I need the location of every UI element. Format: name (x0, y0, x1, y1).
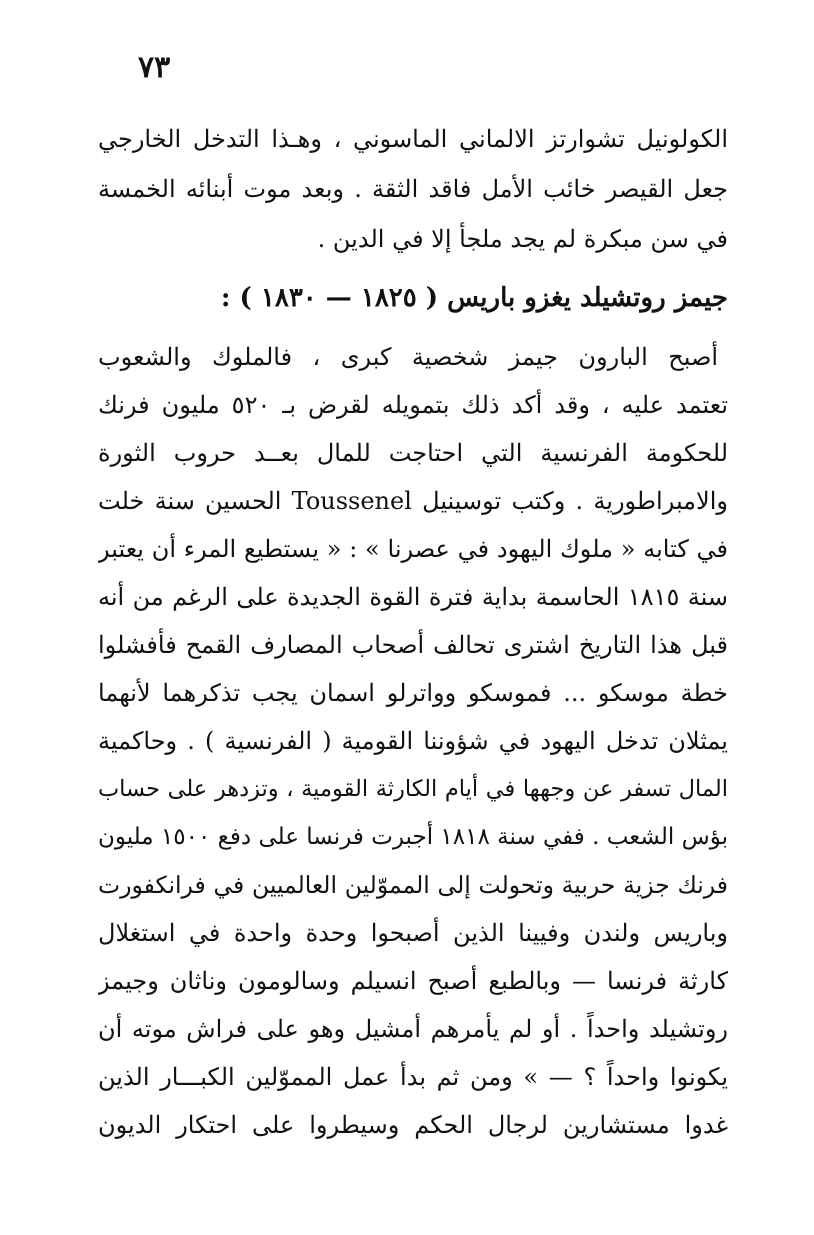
text-line: يمثلان تدخل اليهود في شؤوننا القومية ( الفرنسية ) . وحاكمية (98, 727, 728, 755)
text-line: وباريس ولندن وفيينا الذين أصبحوا وحدة واحدة في استغلال (98, 919, 728, 947)
page-number: ٧٣ (138, 50, 171, 85)
text-line: بؤس الشعب . ففي سنة ١٨١٨ أجبرت فرنسا على دفع ١٥٠٠ مليون (98, 824, 728, 850)
text-line: خطة موسكو ... فموسكو وواترلو اسمان يجب تذكرهما لأنهما (98, 679, 728, 707)
text-line: سنة ١٨١٥ الحاسمة بداية فترة القوة الجديدة على الرغم من أنه (98, 583, 728, 611)
text-line: والامبراطورية . وكتب توسينيل Toussenel الحسين سنة خلت (98, 487, 728, 515)
text-line: الكولونيل تشوارتز الالماني الماسوني ، وهـذا التدخل الخارجي (98, 125, 728, 153)
text-line: روتشيلد واحداً . أو لم يأمرهم أمشيل وهو على فراش موته أن (98, 1015, 728, 1043)
text-line: يكونوا واحداً ؟ — » ومن ثم بدأ عمل المموّلين الكبـــار الذين (98, 1063, 728, 1091)
text-line: فرنك جزية حربية وتحولت إلى المموّلين العالميين في فرانكفورت (98, 871, 728, 899)
text-line: كارثة فرنسا — وبالطبع أصبح انسيلم وسالومون وناثان وجيمز (98, 967, 728, 995)
text-line: قبل هذا التاريخ اشترى تحالف أصحاب المصارف القمح فأفشلوا (98, 631, 728, 659)
text-line: غدوا مستشارين لرجال الحكم وسيطروا على احتكار الديون (98, 1111, 728, 1139)
text-line: تعتمد عليه ، وقد أكد ذلك بتمويله لقرض بـ ٥٢٠ مليون فرنك (98, 391, 728, 419)
text-line: للحكومة الفرنسية التي احتاجت للمال بعــد حروب الثورة (98, 439, 728, 467)
text-line: في سن مبكرة لم يجد ملجأ إلا في الدين . (317, 225, 728, 253)
text-line: أصبح البارون جيمز شخصية كبرى ، فالملوك والشعوب (98, 343, 718, 371)
text-line: المال تسفر عن وجهها في أيام الكارثة القومية ، وتزدهر على حساب (98, 776, 728, 802)
text-line: في كتابه « ملوك اليهود في عصرنا » : « يستطيع المرء أن يعتبر (98, 535, 728, 563)
text-line: جعل القيصر خائب الأمل فاقد الثقة . وبعد موت أبنائه الخمسة (98, 175, 728, 203)
section-heading: جيمز روتشيلد يغزو باريس ( ١٨٢٥ — ١٨٣٠ ) : (220, 283, 728, 313)
